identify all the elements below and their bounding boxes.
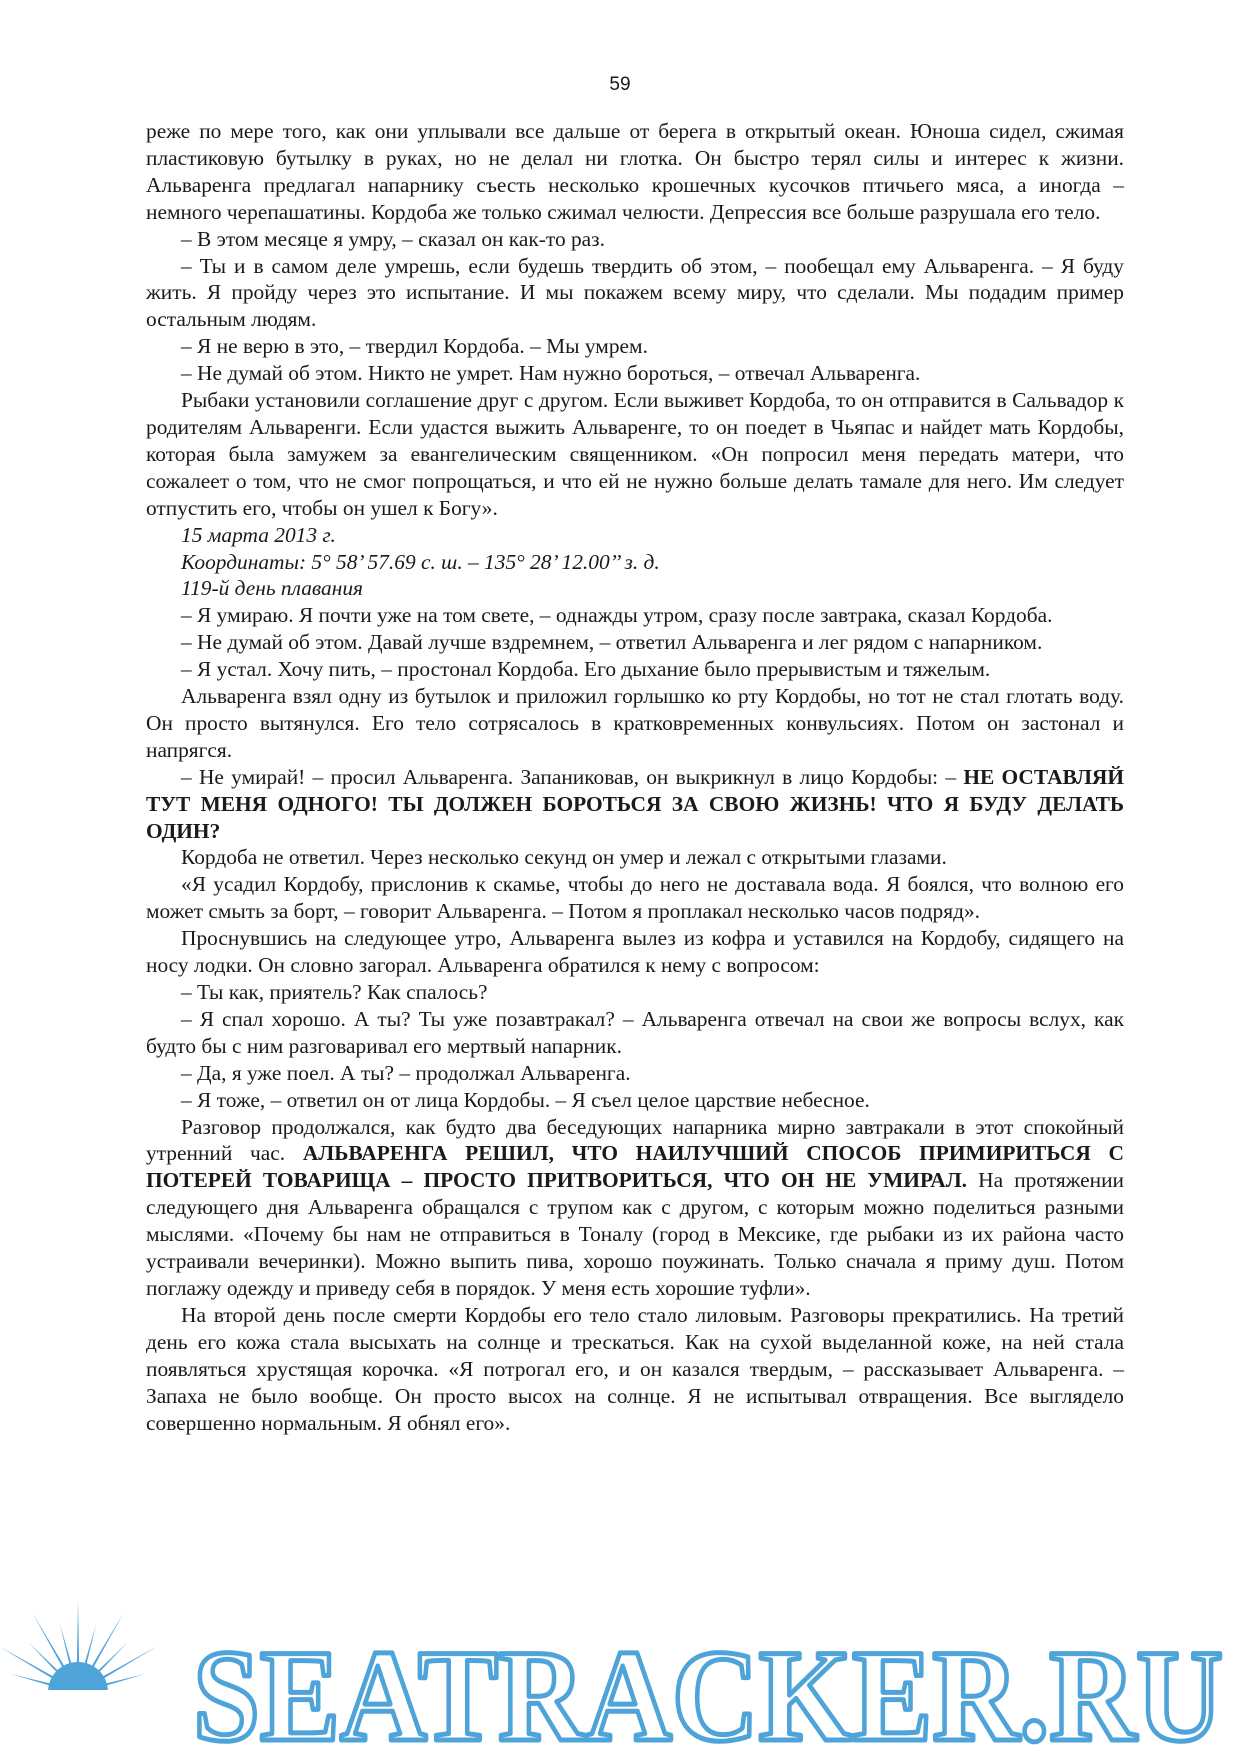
dialogue-line: – Я устал. Хочу пить, – простонал Кордоба. Его дыхание было прерывистым и тяжелым. [181,657,991,682]
dialogue-line: – Я умираю. Я почти уже на том свете, – однажды утром, сразу после завтрака, сказал Кордоба. [181,603,1053,628]
log-date: 15 марта 2013 г. [181,522,336,547]
dialogue-line [146,764,1124,845]
dialogue-line: – Я тоже, – ответил он от лица Кордобы. – Я съел целое царствие небесное. [181,1087,870,1112]
emphasis-text: АЛЬВАРЕНГА РЕШИЛ, ЧТО НАИЛУЧШИЙ СПОСОБ ПРИМИРИТЬСЯ С ПОТЕРЕЙ ТОВАРИЩА – ПРОСТО ПРИТВОРИТЬСЯ, ЧТО ОН НЕ УМИРАЛ. [146,1141,1124,1193]
paragraph: На второй день после смерти Кордобы его тело стало лиловым. Разговоры прекратились. На третий день его кожа стала высыхать на солнце и трескаться. Как на сухой выделанной коже, на ней стала появляться хрустящая корочка. «Я потрогал его, и он казался твердым, – рассказывает Альваренга. – Запаха не было вообще. Он просто высох на солнце. Я не испытывал отвращения. Все выглядело совершенно нормальным. Я обнял его». [146,1302,1124,1435]
paragraph-text: Разговор продолжался, как будто два беседующих напарника мирно завтракали в этот спокойный утренний час. [146,1114,1124,1166]
quote-paragraph: «Я усадил Кордобу, прислонив к скамье, чтобы до него не доставала вода. Я боялся, что волною его может смыть за борт, – говорит Альваренга. – Потом я проплакал несколько часов подряд». [146,872,1124,924]
sun-icon [0,1600,200,1754]
paragraph [146,1114,1124,1302]
log-coordinates: Координаты: 5° 58’ 57.69 с. ш. – 135° 28’ 12.00’’ з. д. [181,549,660,574]
page-number: 59 [609,74,631,95]
dialogue-line: – Я не верю в это, – твердил Кордоба. – Мы умрем. [181,334,648,359]
log-day: 119-й день плавания [181,576,363,601]
dialogue-text: – Не умирай! – просил Альваренга. Запаниковав, он выкрикнул в лицо Кордобы: – [181,764,957,789]
paragraph: Проснувшись на следующее утро, Альваренга вылез из кофра и уставился на Кордобу, сидящего на носу лодки. Он словно загорал. Альваренга обратился к нему с вопросом: [146,926,1124,978]
dialogue-line: – Да, я уже поел. А ты? – продолжал Альваренга. [181,1060,631,1085]
dialogue-line: – Ты как, приятель? Как спалось? [181,980,488,1004]
watermark [0,1592,1240,1754]
paragraph: Кордоба не ответил. Через несколько секунд он умер и лежал с открытыми глазами. [181,845,947,870]
watermark-text: SEATRACKER.RU [193,1622,1223,1754]
paragraph: Альваренга взял одну из бутылок и приложил горлышко ко рту Кордобы, но тот не стал глотать воду. Он просто вытянулся. Его тело сотрясалось в кратковременных конвульсиях. Потом он застонал и напрягся. [146,684,1124,762]
paragraph-text: На протяжении следующего дня Альваренга обращался с трупом как с другом, с которым можно поделиться разными мыслями. «Почему бы нам не отправиться в Тоналу (город в Мексике, где рыбаки из их района часто устраивали вечеринки). Можно выпить пива, хорошо поужинать. Только сначала я приму душ. Потом поглажу одежду и приведу себя в порядок. У меня есть хорошие туфли». [146,1168,1124,1300]
paragraph: Рыбаки установили соглашение друг с другом. Если выживет Кордоба, то он отправится в Сальвадор к родителям Альваренги. Если удастся выжить Альваренге, то он поедет в Чьяпас и найдет мать Кордобы, которая была замужем за евангелическим священником. «Он попросил меня передать матери, что сожалеет о том, что не смог попрощаться, и что ей не нужно больше делать тамале для него. Им следует отпустить его, чтобы он ушел к Богу». [146,388,1124,520]
paragraph: реже по мере того, как они уплывали все дальше от берега в открытый океан. Юноша сидел, сжимая пластиковую бутылку в руках, но не делал ни глотка. Он быстро терял силы и интерес к жизни. Альваренга предлагал напарнику съесть несколько крошечных кусочков птичьего мяса, а иногда – немного черепашатины. Кордоба же только сжимал челюсти. Депрессия все больше разрушала его тело. [146,119,1124,224]
dialogue-line: – В этом месяце я умру, – сказал он как-то раз. [181,226,605,251]
dialogue-line: – Не думай об этом. Никто не умрет. Нам нужно бороться, – отвечал Альваренга. [181,361,921,386]
dialogue-line: – Не думай об этом. Давай лучше вздремнем, – ответил Альваренга и лег рядом с напарником. [181,630,1043,655]
shout-text: НЕ ОСТАВЛЯЙ ТУТ МЕНЯ ОДНОГО! ТЫ ДОЛЖЕН БОРОТЬСЯ ЗА СВОЮ ЖИЗНЬ! ЧТО Я БУДУ ДЕЛАТЬ ОДИН? [146,764,1124,843]
dialogue-line: – Ты и в самом деле умрешь, если будешь твердить об этом, – пообещал ему Альваренга. – Я буду жить. Я пройду через это испытание. И мы покажем всему миру, что сделали. Мы подадим пример остальным людям. [146,253,1124,332]
dialogue-line: – Я спал хорошо. А ты? Ты уже позавтракал? – Альваренга отвечал на свои же вопросы вслух, как будто бы с ним разговаривал его мертвый напарник. [146,1006,1124,1058]
body-text [146,118,1124,1436]
